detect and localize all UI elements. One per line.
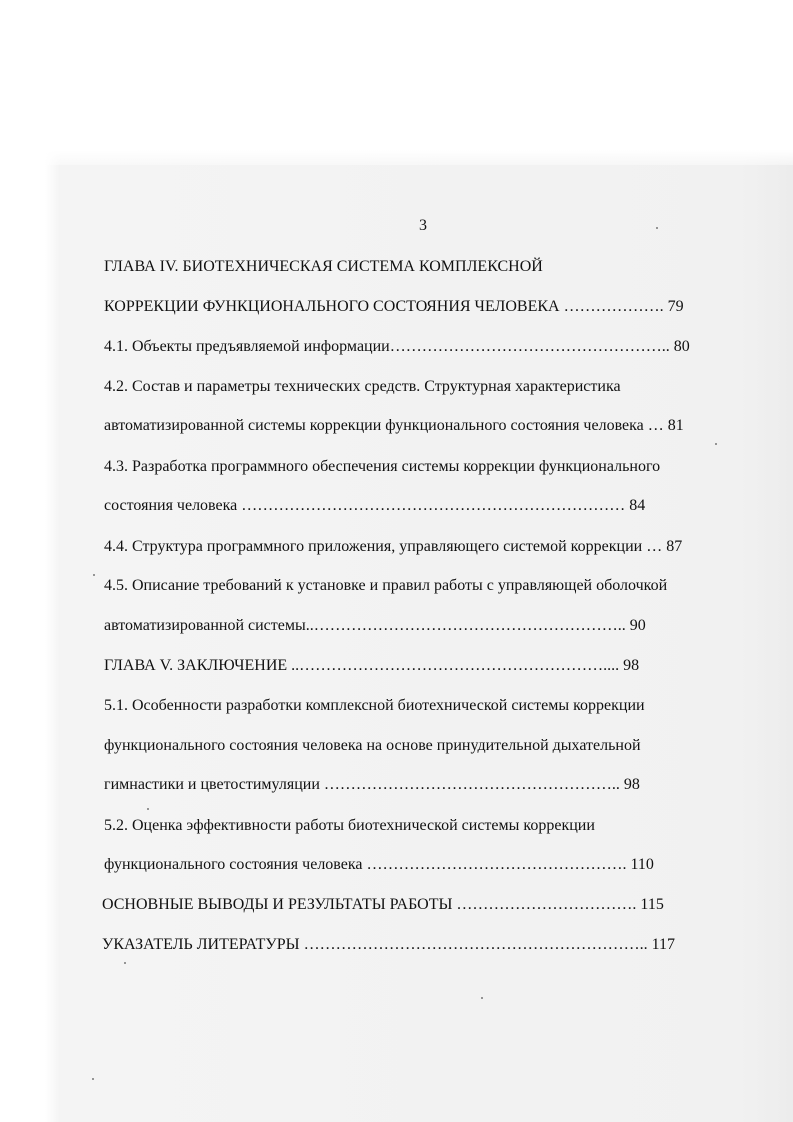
toc-entry-5-1-line-1: 5.1. Особенности разработки комплексной биотехнической системы коррекции: [104, 697, 645, 714]
scan-speck: [93, 574, 95, 576]
toc-entry-4-4: 4.4. Структура программного приложения, управляющего системой коррекции … 87: [104, 538, 683, 555]
scan-speck: [92, 1078, 94, 1080]
toc-entry-5-1-line-3: гимнастики и цветостимуляции ……………………………………………….. 98: [104, 776, 640, 793]
toc-entry-4-3-line-2: состояния человека ……………………………………………………………… 84: [104, 497, 646, 514]
page-number: 3: [419, 217, 427, 234]
scan-speck: [715, 443, 717, 445]
scan-speck: [147, 808, 149, 810]
scan-speck: [481, 997, 483, 999]
toc-entry-4-5-line-1: 4.5. Описание требований к установке и правил работы с управляющей оболочкой: [104, 577, 668, 594]
toc-entry-4-1: 4.1. Объекты предъявляемой информации…………………………………………….. 80: [104, 338, 690, 355]
toc-entry-4-5-line-2: автоматизированной системы..………………………………………………….. 90: [104, 617, 646, 634]
scan-speck: [124, 962, 126, 964]
toc-chapter-4-title-line-2: КОРРЕКЦИИ ФУНКЦИОНАЛЬНОГО СОСТОЯНИЯ ЧЕЛОВЕКА ………………. 79: [104, 298, 684, 315]
toc-references: УКАЗАТЕЛЬ ЛИТЕРАТУРЫ ……………………………………………………….. 117: [102, 936, 676, 953]
scan-top-margin: [0, 0, 793, 165]
toc-entry-4-2-line-1: 4.2. Состав и параметры технических средств. Структурная характеристика: [104, 378, 621, 395]
toc-entry-4-3-line-1: 4.3. Разработка программного обеспечения системы коррекции функционального: [104, 458, 661, 475]
toc-entry-4-2-line-2: автоматизированной системы коррекции функционального состояния человека … 81: [104, 417, 684, 434]
toc-conclusions: ОСНОВНЫЕ ВЫВОДЫ И РЕЗУЛЬТАТЫ РАБОТЫ ……………………………. 115: [102, 896, 664, 913]
toc-chapter-4-title-line-1: ГЛАВА IV. БИОТЕХНИЧЕСКАЯ СИСТЕМА КОМПЛЕКСНОЙ: [104, 258, 543, 275]
toc-entry-5-2-line-2: функционального состояния человека …………………………………………. 110: [104, 856, 654, 873]
toc-entry-5-1-line-2: функционального состояния человека на основе принудительной дыхательной: [104, 737, 641, 754]
scan-speck: [656, 227, 658, 229]
toc-entry-5-2-line-1: 5.2. Оценка эффективности работы биотехнической системы коррекции: [104, 817, 595, 834]
toc-chapter-5: ГЛАВА V. ЗАКЛЮЧЕНИЕ ..………………………………………………….... 98: [104, 657, 640, 674]
